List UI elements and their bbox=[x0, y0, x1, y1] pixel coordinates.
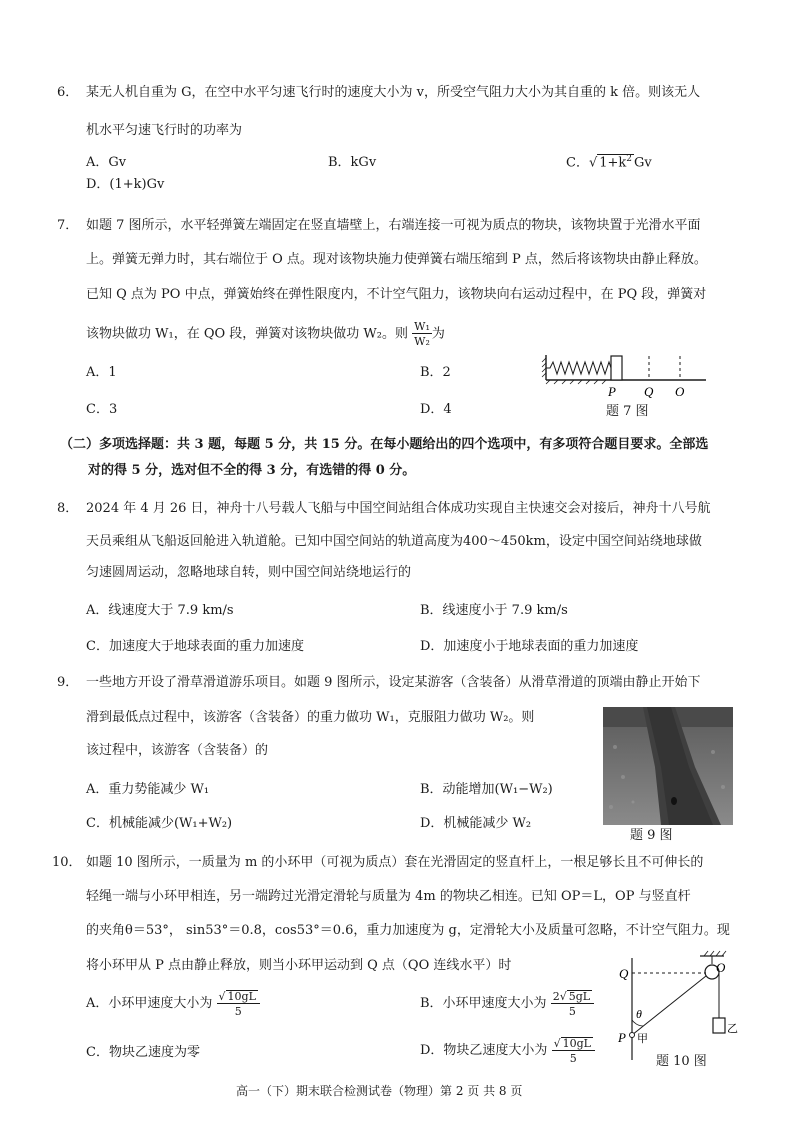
block-yi bbox=[713, 1018, 725, 1033]
q10-stem-line4: 将小环甲从 P 点由静止释放，则当小环甲运动到 Q 点（QO 连线水平）时 bbox=[86, 958, 512, 973]
q7-stem-line4-pre: 该物块做功 W₁，在 QO 段，弹簧对该物块做功 W₂。则 bbox=[86, 326, 408, 342]
q9-option-c: C．机械能减少(W₁+W₂) bbox=[86, 816, 233, 831]
q10-option-a bbox=[86, 990, 260, 1017]
q6-option-c: C．√ $1+k^2$ Gv bbox=[566, 154, 652, 171]
ring-jia bbox=[630, 1033, 635, 1038]
q7-stem-line4-post: 为 bbox=[431, 326, 445, 342]
q10-option-a-fraction: $\frac{√ 10gL}{5}$ bbox=[217, 990, 260, 1017]
q9-stem-line3: 该过程中，该游客（含装备）的 bbox=[86, 743, 269, 758]
q10-label-theta: θ bbox=[636, 1007, 642, 1021]
q7-label-p: P bbox=[608, 384, 616, 399]
q9-option-d: D．机械能减少 W₂ bbox=[420, 816, 532, 831]
q7-ratio-fraction: $\frac{\text{W₁}}{\text{W₂}}$ bbox=[414, 320, 430, 348]
q10-option-b-label: B．小环甲速度大小为 bbox=[420, 996, 547, 1011]
q9-option-b: B．动能增加(W₁−W₂) bbox=[420, 782, 553, 797]
q10-label-yi: 乙 bbox=[727, 1023, 738, 1035]
q8-stem-line1: 2024 年 4 月 26 日，神舟十八号载人飞船与中国空间站组合体成功实现自主快速交会对接后，神舟十八号航 bbox=[86, 501, 711, 516]
q10-option-a-label: A．小环甲速度大小为 bbox=[86, 996, 213, 1011]
q10-number: 10． bbox=[52, 855, 82, 870]
q6-option-c-label: C． bbox=[566, 155, 589, 171]
q10-figure-caption: 题 10 图 bbox=[656, 1054, 707, 1069]
q8-option-d: D．加速度小于地球表面的重力加速度 bbox=[420, 639, 639, 654]
q7-label-q: Q bbox=[644, 384, 654, 399]
q7-figure bbox=[538, 350, 710, 402]
q8-number: 8． bbox=[57, 501, 79, 516]
q8-stem-line2: 天员乘组从飞船返回舱进入轨道舱。已知中国空间站的轨道高度为400～450km，设定中国空间站绕地球做 bbox=[86, 534, 702, 549]
q9-figure-caption: 题 9 图 bbox=[630, 828, 673, 843]
q7-number: 7． bbox=[57, 218, 79, 233]
q10-label-o: O bbox=[716, 960, 726, 975]
q7-stem-line4 bbox=[86, 321, 445, 347]
q7-option-b: B．2 bbox=[420, 365, 451, 380]
q6-option-a: A．Gv bbox=[86, 155, 127, 170]
q9-stem-line2: 滑到最低点过程中，该游客（含装备）的重力做功 W₁，克服阻力做功 W₂。则 bbox=[86, 710, 535, 725]
rope-op bbox=[632, 976, 706, 1035]
q10-option-d bbox=[420, 1037, 595, 1064]
q10-label-q: Q bbox=[619, 966, 629, 981]
q10-label-p: P bbox=[618, 1030, 626, 1045]
q10-stem-line2: 轻绳一端与小环甲相连，另一端跨过光滑定滑轮与质量为 4m 的物块乙相连。已知 OP＝L，OP 与竖直杆 bbox=[86, 889, 691, 904]
q10-option-d-label: D．物块乙速度大小为 bbox=[420, 1043, 548, 1058]
q6-option-c-tail: Gv bbox=[634, 155, 652, 171]
q8-option-a: A．线速度大于 7.9 km/s bbox=[86, 603, 234, 618]
q10-stem-line3: 的夹角θ＝53°， sin53°＝0.8，cos53°＝0.6，重力加速度为 g，定滑轮大小及质量可忽略，不计空气阻力。现 bbox=[86, 923, 730, 938]
q6-stem-line1: 某无人机自重为 G，在空中水平匀速飞行时的速度大小为 v，所受空气阻力大小为其自重的 k 倍。则该无人 bbox=[86, 85, 701, 100]
q8-option-c: C．加速度大于地球表面的重力加速度 bbox=[86, 639, 304, 654]
q7-option-c: C．3 bbox=[86, 402, 118, 417]
q10-option-b-fraction: $\frac{2√ 5gL}{5}$ bbox=[551, 990, 594, 1017]
q6-number: 6． bbox=[57, 85, 79, 100]
q9-photo bbox=[603, 707, 733, 825]
spring bbox=[546, 362, 611, 374]
q10-option-b bbox=[420, 990, 594, 1017]
q7-option-a: A．1 bbox=[86, 365, 117, 380]
q10-stem-line1: 如题 10 图所示，一质量为 m 的小环甲（可视为质点）套在光滑固定的竖直杆上，一根足够长且不可伸长的 bbox=[86, 855, 704, 870]
q6-option-d: D．(1+k)Gv bbox=[86, 177, 165, 192]
q10-option-c: C．物块乙速度为零 bbox=[86, 1045, 200, 1060]
q10-option-d-fraction: $\frac{√ 10gL}{5}$ bbox=[552, 1037, 595, 1064]
block bbox=[611, 356, 622, 380]
q9-option-a: A．重力势能减少 W₁ bbox=[86, 782, 210, 797]
rider bbox=[671, 797, 677, 805]
q10-figure bbox=[612, 950, 742, 1060]
q6-stem-line2: 机水平匀速飞行时的功率为 bbox=[86, 123, 243, 138]
q8-stem-line3: 匀速圆周运动，忽略地球自转，则中国空间站绕地运行的 bbox=[86, 565, 412, 580]
q8-option-b: B．线速度小于 7.9 km/s bbox=[420, 603, 568, 618]
q6-option-c-radicand: $1+k^2$ bbox=[599, 154, 633, 171]
q6-option-b: B．kGv bbox=[328, 155, 377, 170]
section2-heading-line2: 对的得 5 分，选对但不全的得 3 分，有选错的得 0 分。 bbox=[88, 463, 416, 478]
q9-number: 9． bbox=[57, 675, 79, 690]
q7-stem-line2: 上。弹簧无弹力时，其右端位于 O 点。现对该物块施力使弹簧右端压缩到 P 点，然后将该物块由静止释放。 bbox=[86, 252, 707, 267]
q7-option-d: D．4 bbox=[420, 402, 452, 417]
q10-label-jia: 甲 bbox=[637, 1033, 648, 1045]
section2-heading-line1: （二）多项选择题：共 3 题，每题 5 分，共 15 分。在每小题给出的四个选项中，有多项符合题目要求。全部选 bbox=[60, 437, 709, 452]
q7-figure-caption: 题 7 图 bbox=[606, 404, 649, 419]
q7-label-o: O bbox=[675, 384, 685, 399]
q9-stem-line1: 一些地方开设了滑草滑道游乐项目。如题 9 图所示，设定某游客（含装备）从滑草滑道的顶端由静止开始下 bbox=[86, 675, 701, 690]
page-footer: 高一（下）期末联合检测试卷（物理）第 2 页 共 8 页 bbox=[236, 1084, 523, 1098]
q7-stem-line1: 如题 7 图所示，水平轻弹簧左端固定在竖直墙壁上，右端连接一可视为质点的物块，该物块置于光滑水平面 bbox=[86, 218, 701, 233]
q7-stem-line3: 已知 Q 点为 PO 中点，弹簧始终在弹性限度内，不计空气阻力，该物块向右运动过程中，在 PQ 段，弹簧对 bbox=[86, 287, 707, 302]
